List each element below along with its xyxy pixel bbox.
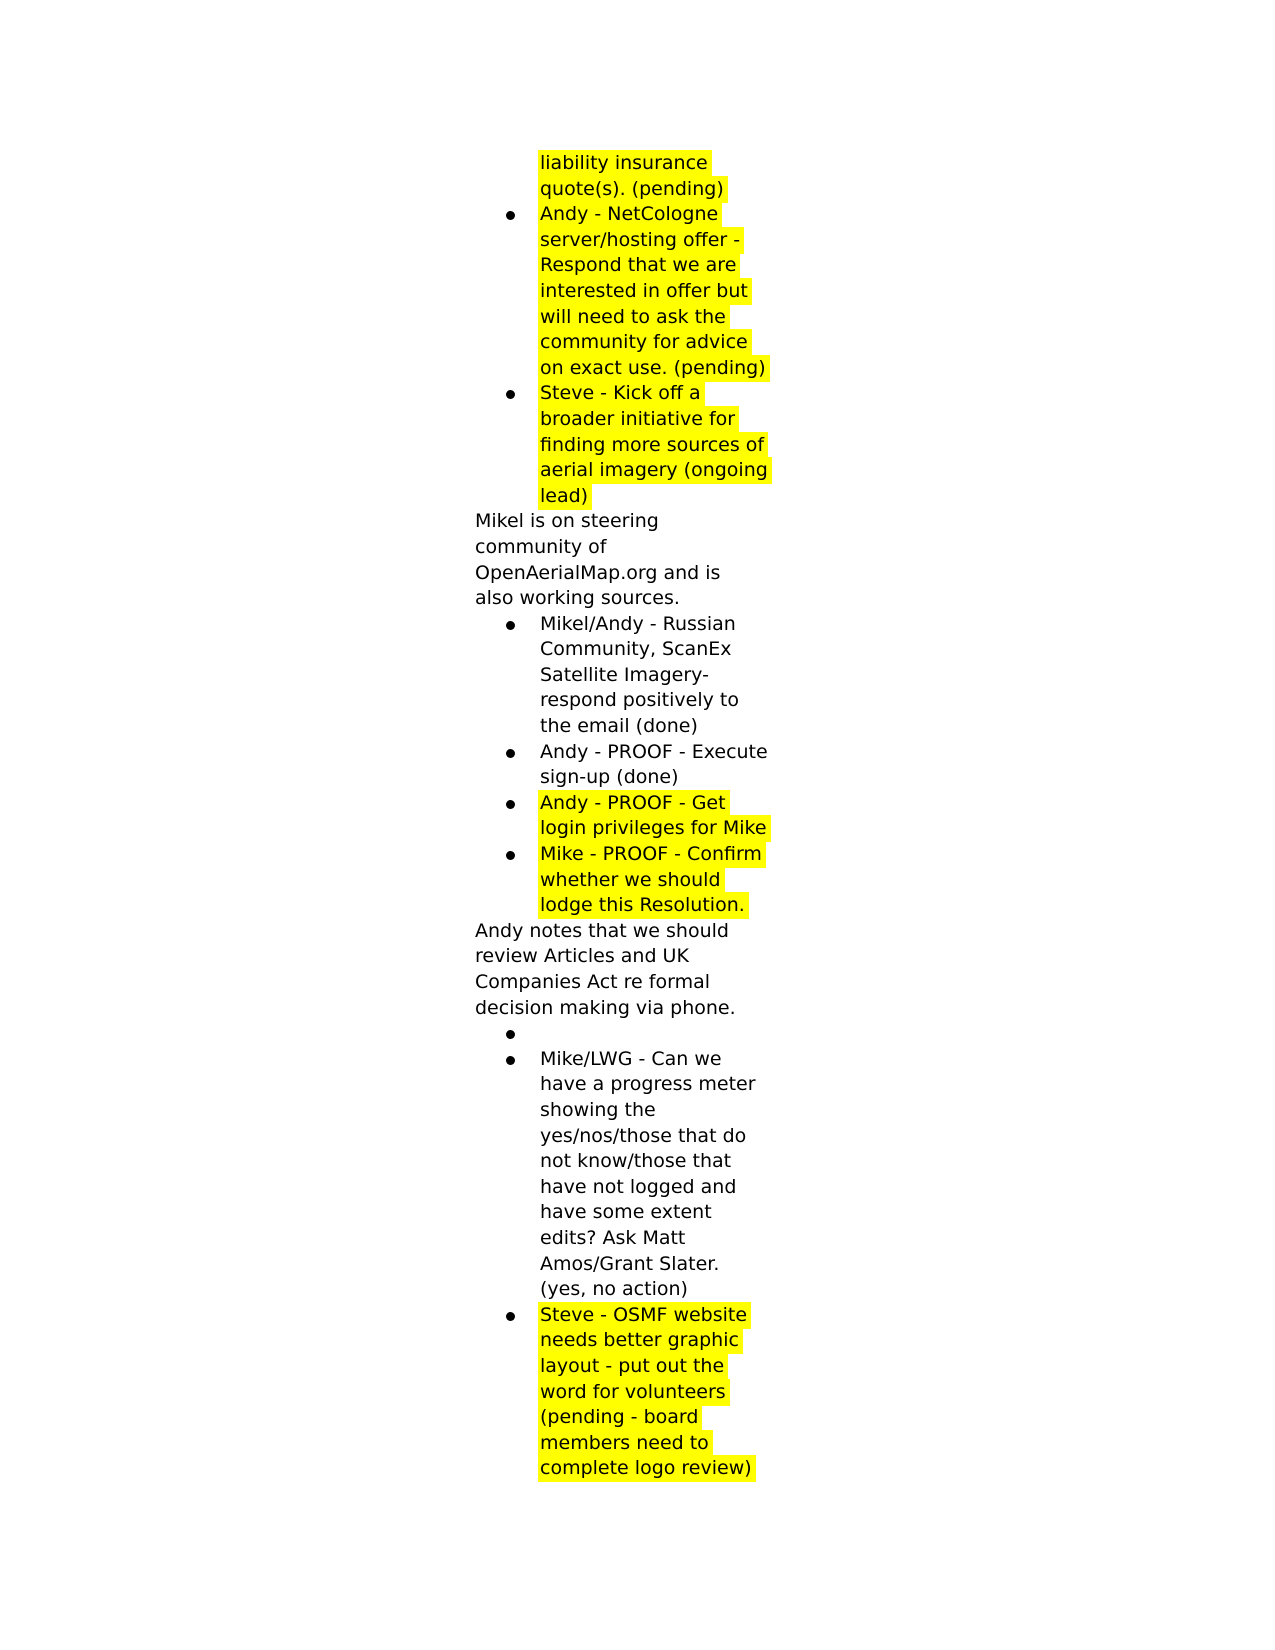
text-line — [540, 484, 835, 510]
text-line — [540, 458, 835, 484]
text-line — [540, 1431, 835, 1457]
highlighted-text: (pending - board — [538, 1404, 702, 1431]
text-line — [540, 1252, 835, 1278]
text-line — [540, 740, 835, 766]
text-line — [540, 407, 835, 433]
text-line — [540, 663, 835, 689]
text-line — [540, 765, 835, 791]
text-lines — [475, 509, 835, 611]
text: respond positively to — [540, 689, 739, 712]
bullet-icon — [506, 851, 515, 860]
highlighted-text: whether we should — [538, 867, 725, 894]
bullet-icon — [506, 211, 515, 220]
bullet-icon — [506, 749, 515, 758]
text: community of — [475, 535, 607, 558]
bullet-icon — [506, 1312, 515, 1321]
text-line — [540, 816, 835, 842]
text-lines — [540, 1047, 835, 1303]
text-line — [540, 1047, 835, 1073]
text: have not logged and — [540, 1175, 737, 1198]
highlighted-text: Steve - Kick off a — [538, 380, 705, 407]
text-line — [540, 1098, 835, 1124]
text-line — [540, 1021, 835, 1047]
document-content — [475, 151, 835, 1482]
text-lines — [475, 919, 835, 1021]
text-line — [540, 433, 835, 459]
highlighted-text: will need to ask the — [538, 304, 730, 331]
highlighted-text: layout - put out the — [538, 1353, 728, 1380]
paragraph — [475, 509, 835, 611]
text: showing the — [540, 1098, 656, 1121]
text-line — [475, 919, 835, 945]
text-line — [540, 1456, 835, 1482]
list-item — [475, 842, 835, 919]
text: OpenAerialMap.org and is — [475, 561, 721, 584]
text-line — [540, 714, 835, 740]
text-line — [540, 791, 835, 817]
text: Mikel is on steering — [475, 510, 659, 533]
text-line — [540, 1226, 835, 1252]
highlighted-text: on exact use. (pending) — [538, 355, 770, 382]
highlighted-text: finding more sources of — [538, 432, 768, 459]
text-lines — [540, 791, 835, 842]
text-line — [475, 509, 835, 535]
highlighted-text: Mike - PROOF - Confirm — [538, 841, 766, 868]
highlighted-text: lead) — [538, 483, 592, 510]
text-line — [475, 944, 835, 970]
text-line — [475, 970, 835, 996]
text: yes/nos/those that do — [540, 1124, 747, 1147]
text-line — [540, 1354, 835, 1380]
list-item — [475, 740, 835, 791]
text-line — [540, 1405, 835, 1431]
text-line — [540, 177, 835, 203]
bullet-icon — [506, 800, 515, 809]
text-lines — [540, 381, 835, 509]
highlighted-text: lodge this Resolution. — [538, 892, 749, 919]
text-line — [540, 868, 835, 894]
text: have a progress meter — [540, 1073, 756, 1096]
text: decision making via phone. — [475, 996, 736, 1019]
text-line — [540, 356, 835, 382]
highlighted-text: Andy - NetCologne — [538, 201, 722, 228]
highlighted-text: members need to — [538, 1430, 713, 1457]
text: Mikel/Andy - Russian — [540, 612, 736, 635]
list-item — [475, 1047, 835, 1303]
text-lines — [540, 1303, 835, 1482]
text-lines — [540, 612, 835, 740]
text: Companies Act re formal — [475, 971, 710, 993]
list-item — [475, 1303, 835, 1482]
highlighted-text: word for volunteers — [538, 1379, 730, 1406]
bullet-icon — [506, 1056, 515, 1065]
text-line — [540, 612, 835, 638]
highlighted-text: broader initiative for — [538, 406, 739, 433]
list-item — [475, 202, 835, 381]
text-line — [540, 1072, 835, 1098]
text: the email (done) — [540, 715, 698, 738]
text: Amos/Grant Slater. — [540, 1252, 720, 1275]
text: Satellite Imagery- — [540, 663, 709, 686]
highlighted-text: aerial imagery (ongoing — [538, 457, 772, 484]
text: Andy notes that we should — [475, 919, 729, 942]
text-lines — [540, 151, 835, 202]
text-line — [540, 151, 835, 177]
highlighted-text: login privileges for Mike — [538, 815, 771, 842]
highlighted-text: Steve - OSMF website — [538, 1302, 751, 1329]
text: edits? Ask Matt — [540, 1226, 686, 1249]
text: Andy - PROOF - Execute — [540, 740, 768, 763]
text-lines — [540, 842, 835, 919]
text-line — [475, 535, 835, 561]
text: not know/those that — [540, 1150, 732, 1173]
list-item — [475, 1021, 835, 1047]
text-line — [475, 586, 835, 612]
highlighted-text: community for advice — [538, 329, 752, 356]
text-lines — [540, 740, 835, 791]
bullet-icon — [506, 1030, 515, 1039]
highlighted-text: needs better graphic — [538, 1327, 743, 1354]
bullet-icon — [506, 621, 515, 630]
list-item — [475, 381, 835, 509]
text-line — [540, 228, 835, 254]
list-item — [475, 791, 835, 842]
text-line — [540, 1277, 835, 1303]
list-item-continuation — [475, 151, 835, 202]
text-lines — [540, 202, 835, 381]
text: (yes, no action) — [540, 1278, 688, 1301]
text-line — [475, 561, 835, 587]
highlighted-text: complete logo review) — [538, 1455, 756, 1482]
text-line — [540, 637, 835, 663]
text-line — [540, 1124, 835, 1150]
highlighted-text: Andy - PROOF - Get — [538, 790, 730, 817]
text-line — [540, 1175, 835, 1201]
bullet-icon — [506, 390, 515, 399]
text-line — [540, 253, 835, 279]
text: Community, ScanEx — [540, 638, 732, 661]
list-item — [475, 612, 835, 740]
text-line — [540, 842, 835, 868]
text-line — [475, 996, 835, 1022]
text-line — [540, 202, 835, 228]
highlighted-text: quote(s). (pending) — [538, 176, 728, 203]
text-line — [540, 305, 835, 331]
text: also working sources. — [475, 587, 680, 610]
text-line — [540, 1149, 835, 1175]
highlighted-text: interested in offer but — [538, 278, 752, 305]
text-line — [540, 688, 835, 714]
highlighted-text: server/hosting offer - — [538, 227, 744, 254]
highlighted-text: Respond that we are — [538, 252, 740, 279]
text-line — [540, 279, 835, 305]
text-lines — [540, 1021, 835, 1047]
text: have some extent — [540, 1201, 712, 1224]
text-line — [540, 381, 835, 407]
paragraph — [475, 919, 835, 1021]
text: Mike/LWG - Can we — [540, 1047, 722, 1070]
text-line — [540, 1200, 835, 1226]
text-line — [540, 1380, 835, 1406]
text-line — [540, 1328, 835, 1354]
text-line — [540, 893, 835, 919]
text-line — [540, 330, 835, 356]
text: review Articles and UK — [475, 945, 689, 968]
text: sign-up (done) — [540, 766, 679, 789]
text-line — [540, 1303, 835, 1329]
highlighted-text: liability insurance — [538, 150, 712, 177]
